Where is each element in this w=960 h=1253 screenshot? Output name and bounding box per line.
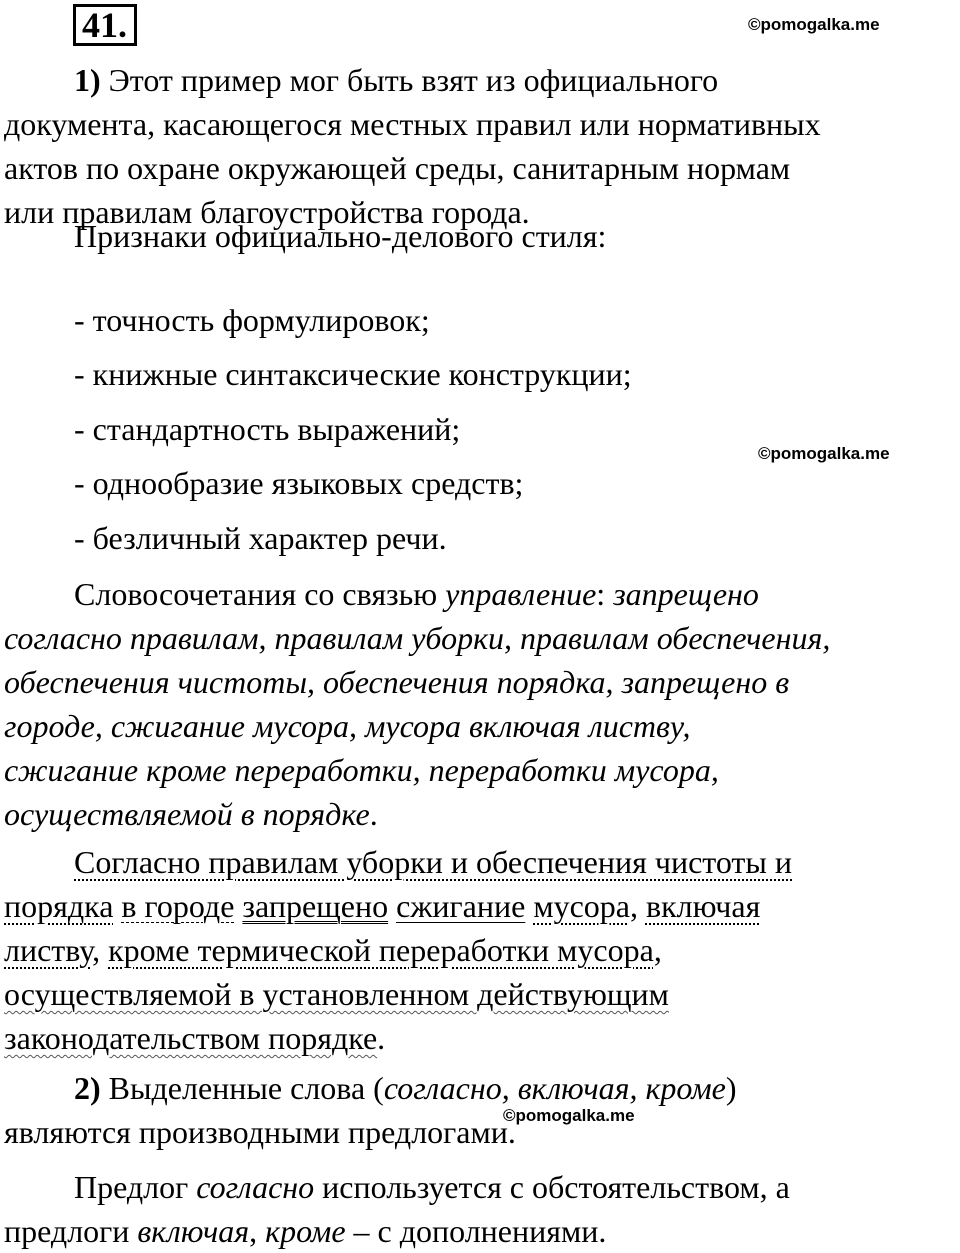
preposition: включая — [137, 1213, 250, 1249]
intro-paragraph — [4, 58, 956, 234]
text: . — [377, 1020, 386, 1056]
attribute-underline: осуществляемой в установленном действующим — [4, 976, 669, 1012]
subject-underline: сжигание — [396, 888, 526, 924]
feature-item: - однообразие языковых средств; — [74, 465, 524, 501]
collocation-line: сжигание кроме переработки, переработки мусора, — [4, 752, 719, 788]
watermark: ©pomogalka.me — [758, 444, 890, 463]
text: используется с обстоятельством, а — [314, 1169, 790, 1205]
object-underline: кроме термической переработки мусора — [108, 932, 654, 968]
text: , — [653, 932, 662, 968]
collocations-paragraph — [4, 572, 956, 836]
text-line: являются производными предлогами. — [4, 1114, 516, 1150]
text: , — [629, 888, 638, 924]
text: . — [369, 796, 378, 832]
collocation-text: запрещено — [613, 576, 759, 612]
object-underline: мусора — [533, 888, 630, 924]
collocation-line: согласно правилам, правилам уборки, правилам обеспечения, — [4, 620, 831, 656]
predicate-underline: запрещено — [242, 888, 389, 924]
watermark: ©pomogalka.me — [503, 1106, 635, 1125]
object-underline: включая — [645, 888, 761, 924]
link-type: управление — [445, 576, 597, 612]
watermark: ©pomogalka.me — [748, 15, 880, 34]
features-heading: Признаки официально-делового стиля: — [74, 218, 607, 254]
collocation-line: осуществляемой в порядке — [4, 796, 370, 832]
text: Предлог — [74, 1169, 197, 1205]
prepositions-paragraph — [4, 1165, 956, 1253]
collocation-line: городе, сжигание мусора, мусора включая листву, — [4, 708, 691, 744]
task-number: 41. — [73, 4, 137, 46]
highlighted-words: согласно, включая, кроме — [383, 1070, 726, 1106]
feature-item: - безличный характер речи. — [74, 520, 447, 556]
feature-item: - книжные синтаксические конструкции; — [74, 356, 632, 392]
object-underline: листву — [4, 932, 93, 968]
part2-paragraph — [4, 1066, 956, 1154]
text-line: документа, касающегося местных правил или нормативных — [4, 106, 821, 142]
preposition: согласно — [196, 1169, 315, 1205]
attribute-underline: законодательством порядке — [4, 1020, 378, 1056]
circumstance-underline: порядка — [4, 888, 114, 924]
text: : — [596, 576, 614, 612]
feature-item: - точность формулировок; — [74, 302, 430, 338]
text: – с дополнениями. — [345, 1213, 607, 1249]
circumstance-underline: в городе — [121, 888, 235, 924]
feature-item: - стандартность выражений; — [74, 411, 461, 447]
text: Словосочетания со связью — [74, 576, 446, 612]
part1-label: 1) — [74, 62, 101, 98]
text-line: актов по охране окружающей среды, санитарным нормам — [4, 150, 791, 186]
circumstance-underline: Согласно правилам уборки и обеспечения чистоты и — [74, 844, 793, 880]
parsed-sentence — [4, 840, 956, 1060]
text: ) — [725, 1070, 737, 1106]
text-line: Этот пример мог быть взят из официального — [100, 62, 719, 98]
text: предлоги — [4, 1213, 138, 1249]
text-line: или правилам благоустройства города. — [4, 194, 530, 230]
text: , — [249, 1213, 266, 1249]
text: , — [92, 932, 101, 968]
text: Выделенные слова ( — [100, 1070, 384, 1106]
collocation-line: обеспечения чистоты, обеспечения порядка, запрещено в — [4, 664, 790, 700]
preposition: кроме — [265, 1213, 346, 1249]
part2-label: 2) — [74, 1070, 101, 1106]
